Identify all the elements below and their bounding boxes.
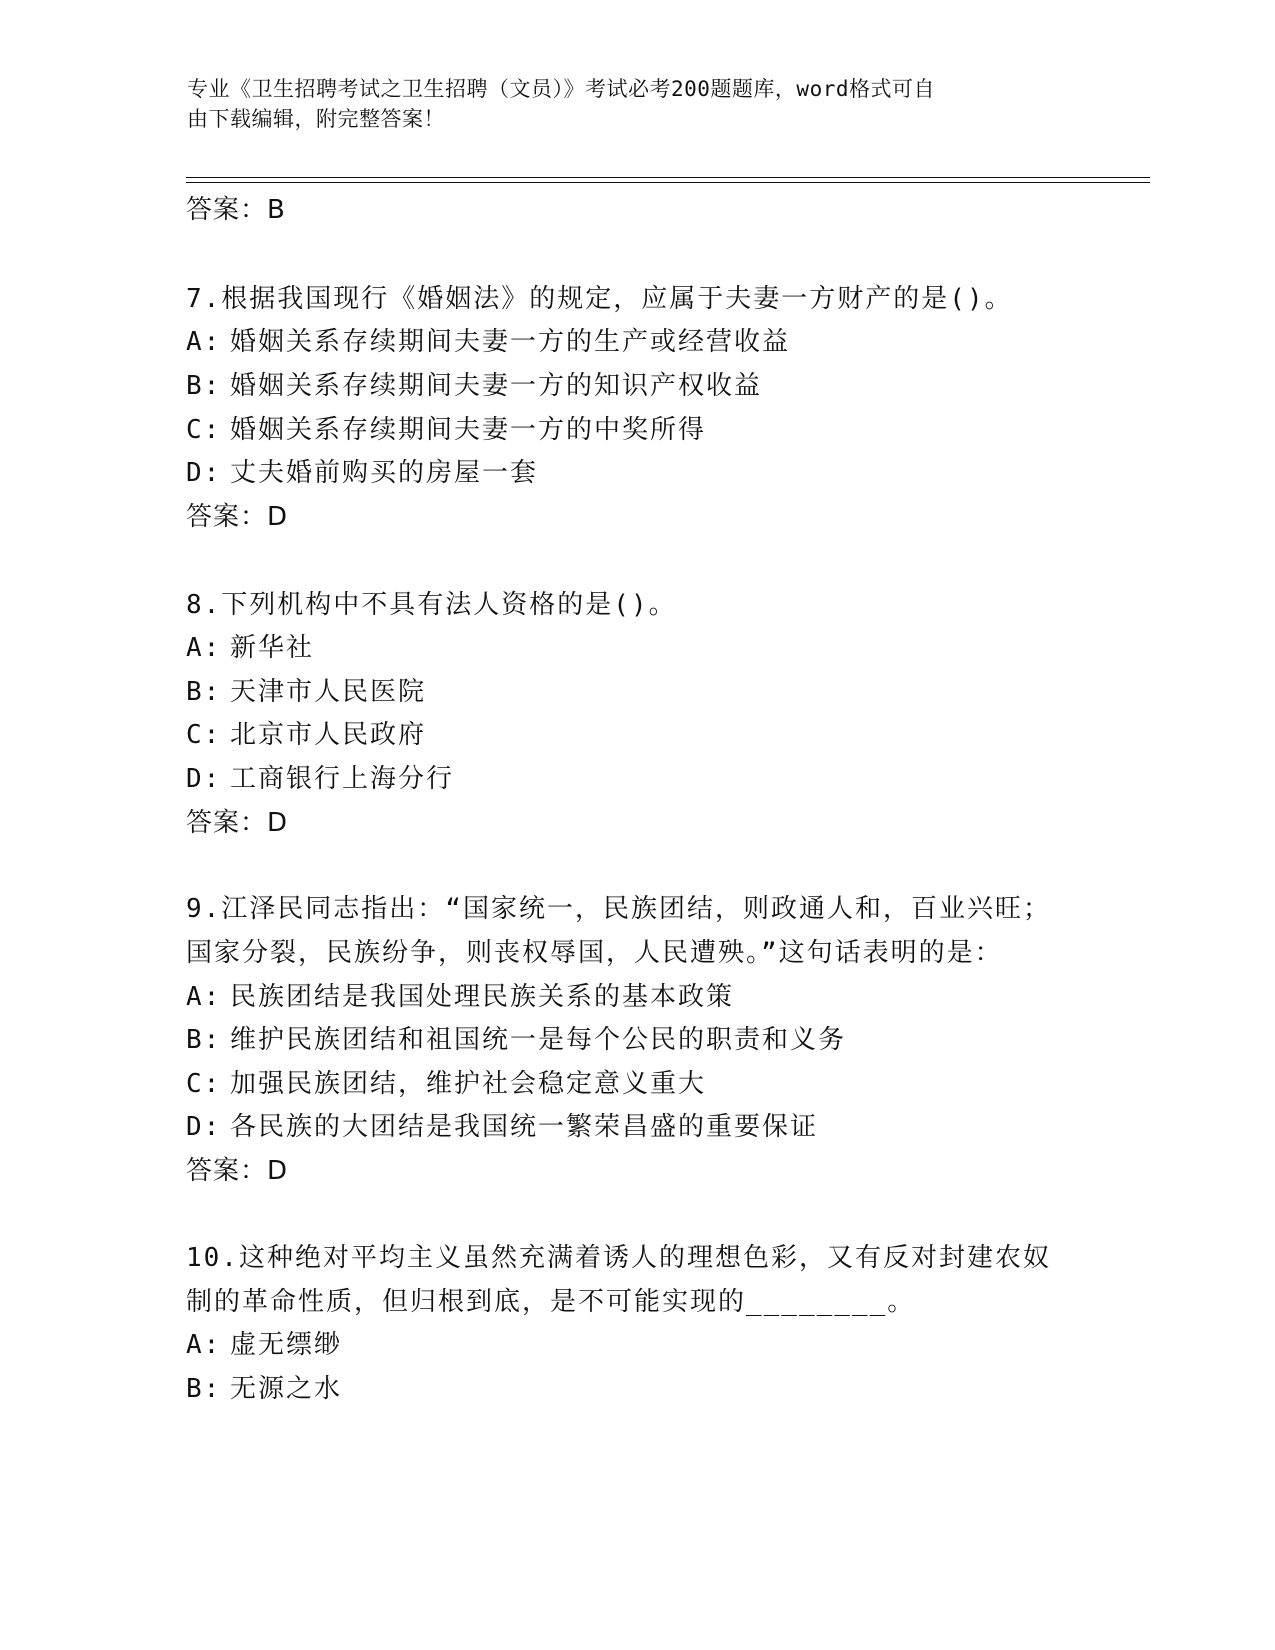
option-text: 丈夫婚前购买的房屋一套 [230, 458, 539, 488]
option-letter: A: [186, 982, 222, 1012]
question-10-stem-line-1: 10.这种绝对平均主义虽然充满着诱人的理想色彩，又有反对封建农奴 [186, 1243, 1051, 1273]
question-7-option-c [186, 413, 706, 447]
question-9-option-b [186, 1023, 846, 1057]
option-letter: D: [186, 1112, 222, 1142]
header-divider-bottom [186, 182, 1150, 183]
document-header [187, 74, 1067, 134]
option-letter: C: [186, 720, 222, 750]
question-9-stem-line-2: 国家分裂，民族纷争，则丧权辱国，人民遭殃。”这句话表明的是： [186, 938, 1003, 968]
question-9-answer: 答案：D [186, 1156, 289, 1186]
option-text: 民族团结是我国处理民族关系的基本政策 [230, 982, 735, 1012]
header-line-2: 由下载编辑，附完整答案！ [187, 107, 445, 131]
question-10-option-a [186, 1328, 342, 1362]
option-letter: B: [186, 1374, 222, 1404]
option-letter: A: [186, 633, 222, 663]
option-letter: C: [186, 415, 222, 445]
option-letter: D: [186, 764, 222, 794]
question-8-option-b [186, 675, 426, 709]
option-text: 各民族的大团结是我国统一繁荣昌盛的重要保证 [230, 1112, 819, 1142]
option-letter: D: [186, 458, 222, 488]
option-letter: B: [186, 677, 222, 707]
option-text: 加强民族团结，维护社会稳定意义重大 [230, 1069, 707, 1099]
question-7-option-b [186, 369, 762, 403]
option-text: 维护民族团结和祖国统一是每个公民的职责和义务 [230, 1025, 847, 1055]
question-8-option-c [186, 718, 426, 752]
question-10-stem-line-2: 制的革命性质，但归根到底，是不可能实现的________。 [186, 1287, 916, 1317]
option-text: 北京市人民政府 [230, 720, 427, 750]
option-text: 新华社 [230, 633, 315, 663]
question-8-stem: 8.下列机构中不具有法人资格的是()。 [186, 590, 677, 620]
option-letter: B: [186, 1025, 222, 1055]
option-text: 无源之水 [230, 1374, 343, 1404]
question-8-option-d [186, 762, 454, 796]
option-letter: A: [186, 327, 222, 357]
question-8-option-a [186, 631, 314, 665]
question-9-stem-line-1: 9.江泽民同志指出：“国家统一，民族团结，则政通人和，百业兴旺； [186, 894, 1051, 924]
question-10-option-b [186, 1372, 342, 1406]
option-text: 婚姻关系存续期间夫妻一方的知识产权收益 [230, 371, 763, 401]
header-line-1: 专业《卫生招聘考试之卫生招聘（文员）》考试必考200题题库，word格式可自 [187, 77, 935, 101]
question-7-stem: 7.根据我国现行《婚姻法》的规定，应属于夫妻一方财产的是()。 [186, 284, 1013, 314]
question-9-option-d [186, 1110, 818, 1144]
option-text: 婚姻关系存续期间夫妻一方的生产或经营收益 [230, 327, 791, 357]
question-7-answer: 答案：D [186, 502, 289, 532]
previous-answer: 答案：B [186, 195, 286, 225]
option-text: 天津市人民医院 [230, 677, 427, 707]
option-letter: A: [186, 1330, 222, 1360]
question-9-option-a [186, 980, 734, 1014]
question-7-option-d [186, 456, 538, 490]
option-letter: B: [186, 371, 222, 401]
question-8-answer: 答案：D [186, 808, 289, 838]
option-text: 虚无缥缈 [230, 1330, 343, 1360]
question-7-option-a [186, 325, 790, 359]
option-letter: C: [186, 1069, 222, 1099]
option-text: 婚姻关系存续期间夫妻一方的中奖所得 [230, 415, 707, 445]
option-text: 工商银行上海分行 [230, 764, 455, 794]
header-divider-top [186, 177, 1150, 178]
question-9-option-c [186, 1067, 706, 1101]
